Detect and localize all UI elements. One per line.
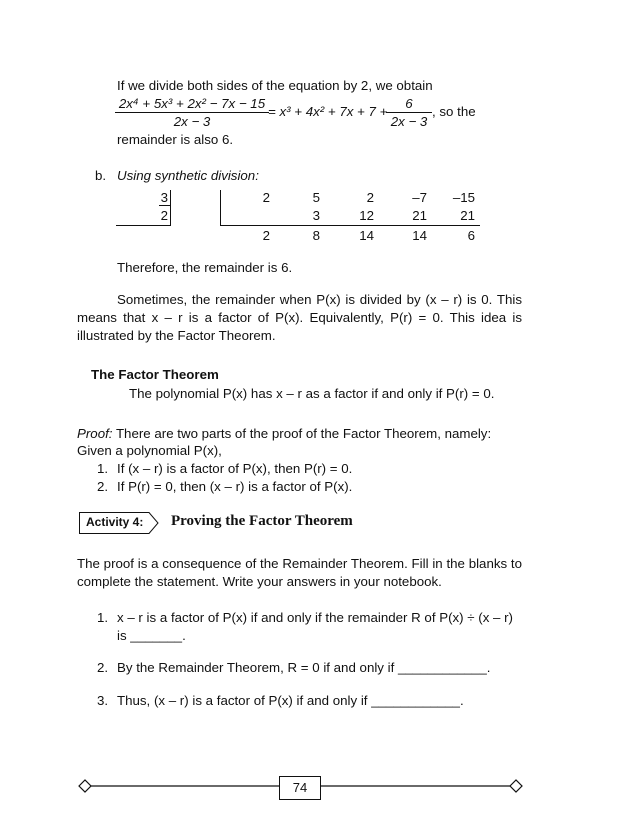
proof-item: If (x – r) is a factor of P(x), then P(r) = 0. bbox=[117, 461, 353, 476]
footer-right-line bbox=[320, 779, 524, 793]
theorem-statement: The polynomial P(x) has x – r as a factor if and only if P(r) = 0. bbox=[129, 386, 495, 401]
proof-item-number: 1. bbox=[97, 461, 109, 476]
equation-right-numerator: 6 bbox=[386, 96, 432, 113]
row3-cell: 8 bbox=[312, 228, 320, 243]
row3-cell: 14 bbox=[412, 228, 427, 243]
proof-line-2: Given a polynomial P(x), bbox=[77, 443, 222, 458]
row1-cell: –7 bbox=[412, 190, 427, 205]
row2-cell: 21 bbox=[460, 208, 475, 223]
question-3: Thus, (x – r) is a factor of P(x) if and only if ____________. bbox=[117, 693, 464, 708]
row2-cell: 3 bbox=[312, 208, 320, 223]
row1-cell: 2 bbox=[262, 190, 270, 205]
intro-divide-text: If we divide both sides of the equation by 2, we obtain bbox=[117, 78, 433, 93]
paragraph-line-2: means that x – r is a factor of P(x). Equivalently, P(r) = 0. This idea is bbox=[77, 310, 522, 325]
row2-cell: 21 bbox=[412, 208, 427, 223]
question-number: 3. bbox=[97, 693, 109, 708]
question-1-line-1: x – r is a factor of P(x) if and only if the remainder R of P(x) ÷ (x – r) bbox=[117, 610, 513, 625]
paragraph-line-3: illustrated by the Factor Theorem. bbox=[77, 328, 276, 343]
part-b-label: b. bbox=[95, 168, 107, 183]
equation-right-fraction bbox=[386, 96, 432, 129]
divisor-denominator: 2 bbox=[160, 208, 168, 223]
theorem-heading: The Factor Theorem bbox=[91, 367, 219, 382]
part-b-title: Using synthetic division: bbox=[117, 168, 259, 183]
equation-rhs: = x³ + 4x² + 7x + 7 + bbox=[268, 104, 388, 119]
proof-lead: Proof: bbox=[77, 426, 113, 441]
synthetic-table bbox=[0, 190, 638, 250]
part-b-conclusion: Therefore, the remainder is 6. bbox=[117, 260, 293, 275]
activity-intro-line-2: complete the statement. Write your answers in your notebook. bbox=[77, 574, 442, 589]
footer-left-line bbox=[78, 779, 280, 793]
row2-cell: 12 bbox=[359, 208, 374, 223]
proof-item: If P(r) = 0, then (x – r) is a factor of P(x). bbox=[117, 479, 353, 494]
proof-item-number: 2. bbox=[97, 479, 109, 494]
equation-tail: , so the bbox=[432, 104, 476, 119]
remainder-line: remainder is also 6. bbox=[117, 132, 234, 147]
question-2: By the Remainder Theorem, R = 0 if and only if ____________. bbox=[117, 660, 491, 675]
divisor-numerator: 3 bbox=[160, 190, 168, 205]
page-number: 74 bbox=[279, 776, 321, 800]
activity-label: Activity 4: bbox=[86, 515, 144, 529]
proof-intro: There are two parts of the proof of the Factor Theorem, namely: bbox=[112, 426, 492, 441]
row1-cell: 2 bbox=[366, 190, 374, 205]
row3-cell: 6 bbox=[467, 228, 475, 243]
activity-intro-line-1: The proof is a consequence of the Remainder Theorem. Fill in the blanks to bbox=[77, 556, 522, 571]
activity-title: Proving the Factor Theorem bbox=[171, 513, 353, 529]
row1-cell: –15 bbox=[452, 190, 475, 205]
proof-line-1 bbox=[77, 426, 491, 441]
row1-cell: 5 bbox=[312, 190, 320, 205]
equation-left-denominator: 2x − 3 bbox=[173, 114, 211, 129]
question-1-line-2: is _______. bbox=[117, 628, 186, 643]
question-number: 2. bbox=[97, 660, 109, 675]
equation-left-numerator: 2x⁴ + 5x³ + 2x² − 7x − 15 bbox=[115, 96, 269, 113]
question-number: 1. bbox=[97, 610, 109, 625]
row3-cell: 14 bbox=[359, 228, 374, 243]
equation-left-fraction bbox=[115, 96, 269, 129]
equation-right-denominator: 2x − 3 bbox=[390, 114, 428, 129]
row3-cell: 2 bbox=[262, 228, 270, 243]
paragraph-line-1: Sometimes, the remainder when P(x) is divided by (x – r) is 0. This bbox=[117, 292, 522, 307]
